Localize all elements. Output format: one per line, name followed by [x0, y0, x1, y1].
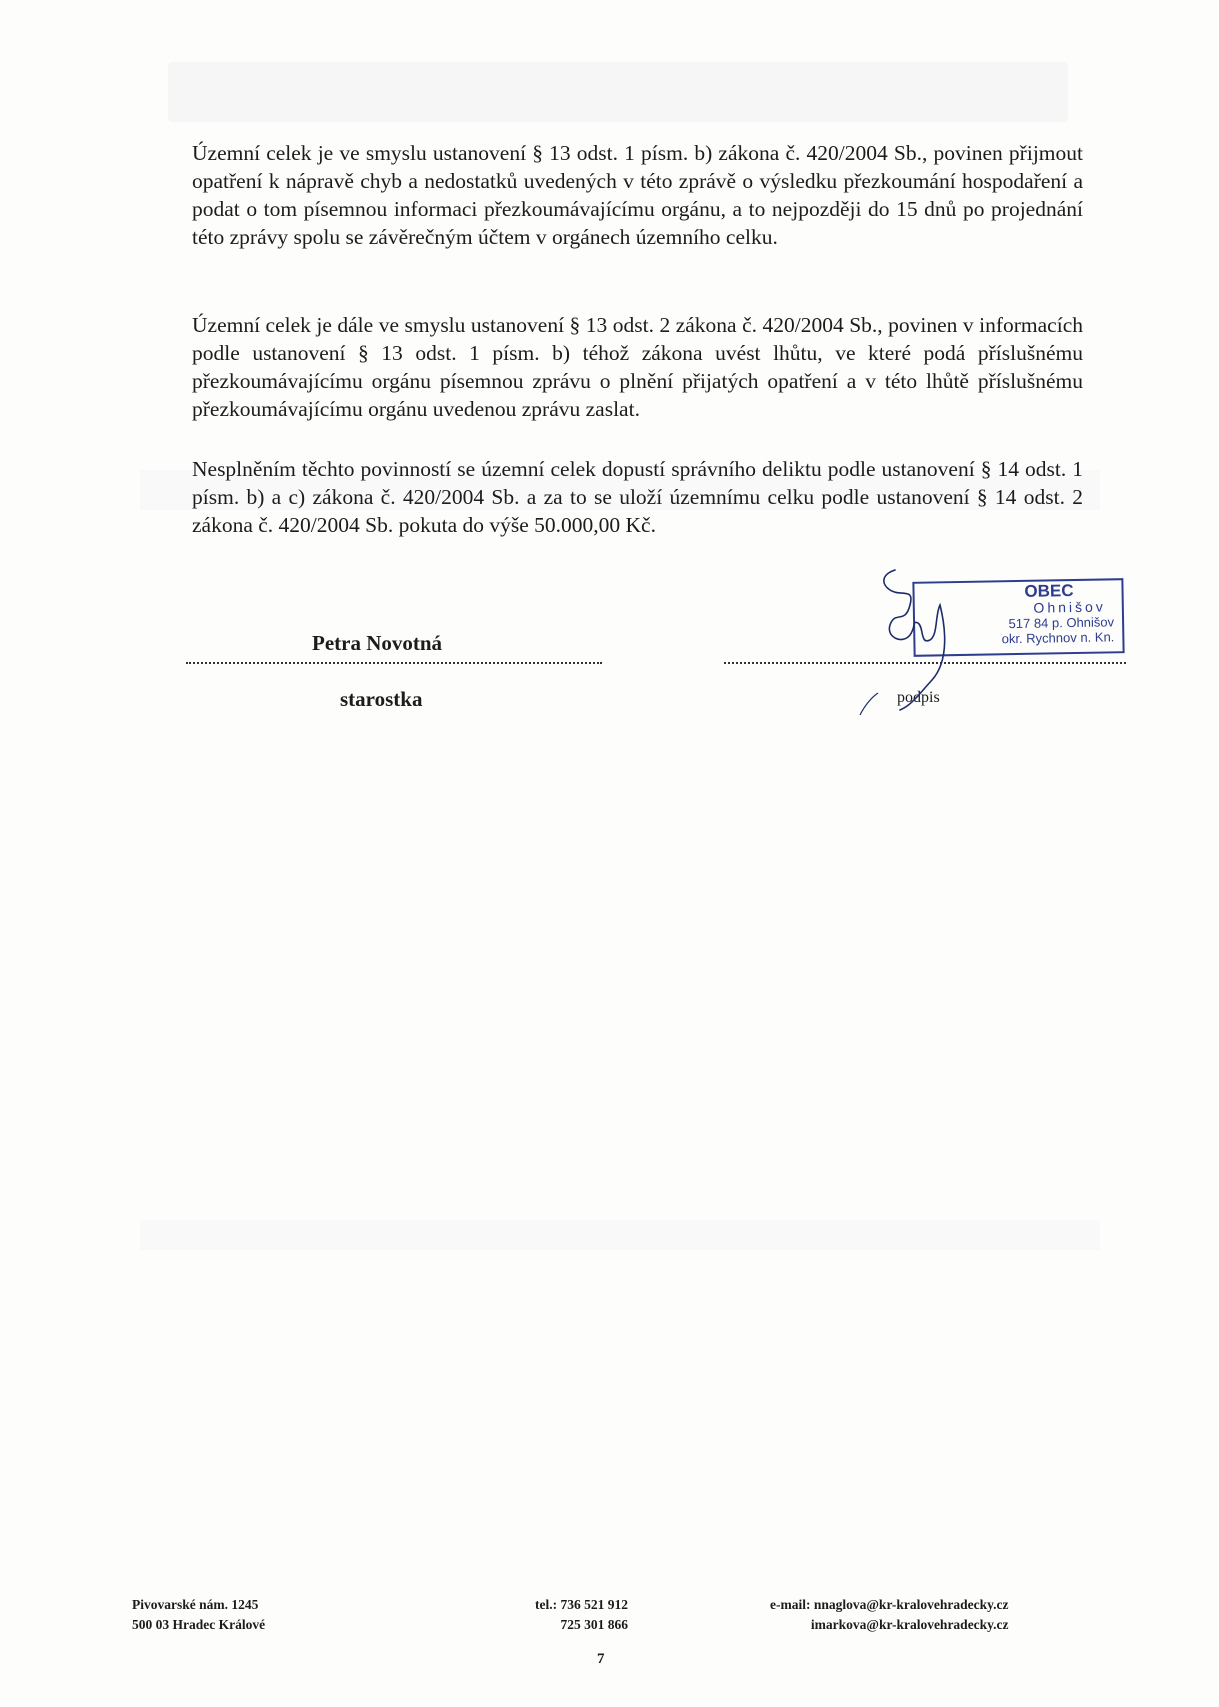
footer-email-label: e-mail:	[770, 1597, 811, 1612]
bleed-through-block-2	[140, 1220, 1100, 1250]
stamp-place: Ohnišov	[1033, 598, 1106, 616]
footer-phone	[535, 1595, 628, 1635]
footer-email-1: nnaglova@kr-kralovehradecky.cz	[813, 1597, 1009, 1612]
footer-address-line-2: 500 03 Hradec Králové	[132, 1617, 266, 1632]
paragraph-penalty: Nesplněním těchto povinností se územní celek dopustí správního deliktu podle ustanovení § 14 odst. 1 písm. b) a c) zákona č. 420/2004 Sb. a za to se uloží územnímu celku podle ustanovení § 14 odst. 2 zákona č. 420/2004 Sb. pokuta do výše 50.000,00 Kč.	[192, 457, 1083, 537]
signer-name: Petra Novotná	[312, 631, 443, 655]
footer-tel-label: tel.:	[535, 1597, 558, 1612]
stamp-district: okr. Rychnov n. Kn.	[1001, 629, 1115, 647]
footer-tel-1: 736 521 912	[560, 1597, 628, 1612]
paragraph-deadline-obligation: Územní celek je dále ve smyslu ustanovení § 13 odst. 2 zákona č. 420/2004 Sb., povinen v informacích podle ustanovení § 13 odst. 1 písm. b) téhož zákona uvést lhůtu, ve které podá příslušnému přezkoumávajícímu orgánu písemnou zprávu o plnění přijatých opatření a v této lhůtě příslušnému přezkoumávajícímu orgánu uvedenou zprávu zaslat.	[192, 313, 1083, 421]
page-number: 7	[597, 1651, 605, 1667]
footer-email	[770, 1595, 1009, 1635]
stamp-title: OBEC	[1024, 581, 1074, 601]
signer-name-line	[186, 662, 602, 664]
footer-address	[132, 1595, 265, 1635]
footer-email-2: imarkova@kr-kralovehradecky.cz	[810, 1617, 1009, 1632]
signature-label: podpis	[897, 689, 940, 706]
stamp-address: 517 84 p. Ohnišov	[1008, 614, 1115, 632]
paragraph-remedy-obligation: Územní celek je ve smyslu ustanovení § 13 odst. 1 písm. b) zákona č. 420/2004 Sb., povinen přijmout opatření k nápravě chyb a nedostatků uvedených v této zprávě o výsledku přezkoumání hospodaření a podat o tom písemnou informaci přezkoumávajícímu orgánu, a to nejpozději do 15 dnů po projednání této zprávy spolu se závěrečným účtem v orgánech územního celku.	[192, 141, 1083, 249]
footer-tel-2: 725 301 866	[560, 1617, 628, 1632]
handwritten-signature	[820, 565, 1000, 725]
signer-role: starostka	[340, 687, 423, 711]
footer-address-line-1: Pivovarské nám. 1245	[132, 1597, 259, 1612]
bleed-through-header	[168, 62, 1068, 122]
